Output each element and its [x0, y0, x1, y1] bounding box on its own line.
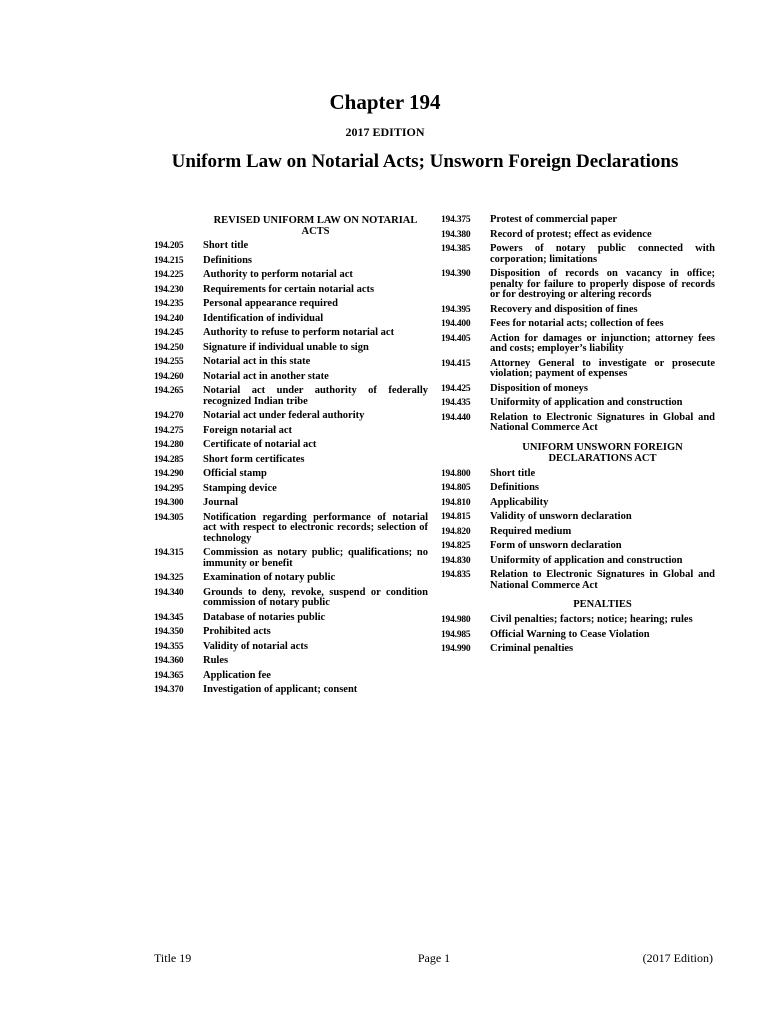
section-number: 194.350	[154, 627, 184, 637]
section-number: 194.820	[441, 526, 471, 537]
toc-entry	[441, 498, 715, 509]
toc-entry	[154, 440, 428, 451]
toc-entry	[154, 548, 428, 569]
toc-entry	[154, 685, 428, 696]
toc-entry	[441, 512, 715, 523]
section-number: 194.250	[154, 342, 184, 353]
section-title: Certificate of notarial act	[203, 439, 317, 450]
toc-entry	[441, 570, 715, 591]
toc-entry	[154, 588, 428, 609]
left-column	[154, 215, 428, 700]
section-title: Powers of notary public connected with corporation; limitations	[490, 243, 715, 265]
section-number: 194.305	[154, 512, 184, 523]
section-number: 194.225	[154, 270, 184, 280]
section-heading-unsworn-foreign-declarations: UNIFORM UNSWORN FOREIGN DECLARATIONS ACT	[522, 441, 683, 464]
toc-entry	[154, 498, 428, 509]
toc-entry	[441, 527, 715, 538]
section-title: Disposition of moneys	[490, 382, 589, 394]
section-number: 194.355	[154, 641, 184, 652]
toc-entry	[154, 357, 428, 368]
section-title: Uniformity of application and construction	[490, 554, 683, 566]
section-number: 194.830	[441, 555, 471, 566]
section-title: Protest of commercial paper	[490, 214, 618, 225]
section-number: 194.395	[441, 304, 471, 315]
section-number: 194.265	[154, 386, 184, 396]
section-title: Journal	[203, 497, 239, 508]
section-number: 194.375	[441, 215, 471, 225]
section-title: Commission as notary public; qualifications; no immunity or benefit	[203, 547, 428, 569]
section-number: 194.275	[154, 425, 184, 436]
section-title: Official stamp	[203, 468, 267, 479]
section-title: Action for damages or injunction; attorney fees and costs; employer’s liability	[490, 332, 715, 354]
toc-entry	[441, 359, 715, 380]
toc-entry	[154, 656, 428, 667]
section-title: Uniformity of application and construction	[490, 397, 683, 408]
section-number: 194.990	[441, 644, 471, 654]
section-number: 194.805	[441, 483, 471, 493]
section-number: 194.260	[154, 371, 184, 382]
toc-entry	[154, 627, 428, 638]
section-title: Applicability	[490, 496, 549, 508]
section-title: Validity of notarial acts	[203, 640, 308, 652]
toc-entry	[441, 398, 715, 409]
section-title: Identification of individual	[203, 312, 324, 324]
section-number: 194.245	[154, 328, 184, 338]
section-title: Definitions	[203, 254, 253, 266]
toc-entry	[441, 384, 715, 395]
section-title: Application fee	[203, 669, 271, 681]
toc-entry	[441, 269, 715, 301]
section-title: Notification regarding performance of notarial act with respect to electronic records; selection of technology	[203, 511, 428, 544]
toc-entry	[441, 413, 715, 434]
footer-page-number: Page 1	[417, 951, 451, 965]
section-title: Official Warning to Cease Violation	[490, 628, 650, 640]
section-title: Notarial act in another state	[203, 370, 329, 382]
section-number: 194.235	[154, 299, 184, 309]
section-number: 194.270	[154, 411, 184, 421]
section-number: 194.215	[154, 255, 184, 266]
toc-entry	[154, 386, 428, 407]
toc-entry	[441, 615, 715, 626]
section-number: 194.345	[154, 612, 184, 623]
toc-entry	[441, 334, 715, 355]
section-title: Notarial act under federal authority	[203, 410, 365, 421]
toc-entry	[154, 513, 428, 545]
section-number: 194.315	[154, 548, 184, 558]
section-number: 194.255	[154, 357, 184, 367]
document-title: Uniform Law on Notarial Acts; Unsworn Foreign Declarations	[171, 151, 679, 172]
section-title: Short form certificates	[203, 453, 305, 465]
left-entries	[154, 241, 428, 696]
section-number: 194.435	[441, 398, 471, 408]
section-number: 194.835	[441, 570, 471, 580]
footer-title: Title 19	[154, 951, 192, 965]
toc-entry	[154, 285, 428, 296]
toc-entry	[441, 483, 715, 494]
section-title: Attorney General to investigate or prosecute violation; payment of expenses	[490, 357, 715, 379]
section-number: 194.400	[441, 319, 471, 329]
section-title: Investigation of applicant; consent	[203, 684, 358, 695]
section-title: Disposition of records on vacancy in office; penalty for failure to properly dispose of records or for destroying or altering records	[490, 268, 715, 300]
section-title: Relation to Electronic Signatures in Global and National Commerce Act	[490, 569, 715, 591]
section-title: Record of protest; effect as evidence	[490, 228, 652, 240]
edition-label: 2017 EDITION	[345, 125, 425, 139]
section-number: 194.230	[154, 284, 184, 295]
toc-entry	[441, 556, 715, 567]
section-title: Authority to refuse to perform notarial act	[203, 327, 395, 338]
section-title: Grounds to deny, revoke, suspend or condition commission of notary public	[203, 586, 428, 608]
section-number: 194.810	[441, 497, 471, 508]
toc-entry	[441, 644, 715, 655]
toc-entry	[154, 642, 428, 653]
footer-edition: (2017 Edition)	[642, 951, 713, 965]
section-number: 194.365	[154, 670, 184, 681]
section-title: Short title	[203, 240, 249, 251]
section-title: Required medium	[490, 525, 572, 537]
section-heading-revised-uniform-law: REVISED UNIFORM LAW ON NOTARIAL ACTS	[213, 215, 418, 237]
toc-entry	[154, 426, 428, 437]
section-number: 194.380	[441, 229, 471, 240]
toc-entry	[154, 241, 428, 252]
section-title: Personal appearance required	[203, 298, 338, 309]
section-number: 194.415	[441, 358, 471, 369]
section-title: Notarial act in this state	[203, 356, 311, 367]
toc-entry	[441, 244, 715, 265]
section-title: Recovery and disposition of fines	[490, 303, 638, 315]
section-title: Relation to Electronic Signatures in Global and National Commerce Act	[490, 411, 715, 433]
toc-entry	[154, 613, 428, 624]
section-number: 194.360	[154, 656, 184, 666]
toc-entry	[441, 319, 715, 330]
toc-entry	[154, 484, 428, 495]
toc-entry	[154, 411, 428, 422]
section-title: Notarial act under authority of federally recognized Indian tribe	[203, 385, 428, 407]
section-title: Stamping device	[203, 482, 277, 494]
section-title: Definitions	[490, 482, 540, 493]
toc-entry	[154, 299, 428, 310]
section-title: Form of unsworn declaration	[490, 540, 622, 551]
toc-entry	[154, 343, 428, 354]
section-number: 194.985	[441, 629, 471, 640]
section-title: Examination of notary public	[203, 572, 336, 583]
section-number: 194.205	[154, 241, 184, 251]
toc-entry	[441, 469, 715, 480]
section-number: 194.825	[441, 541, 471, 551]
toc-entry	[441, 215, 715, 226]
section-number: 194.285	[154, 454, 184, 465]
section-number: 194.280	[154, 440, 184, 450]
section-number: 194.980	[441, 615, 471, 625]
section-title: Authority to perform notarial act	[203, 269, 353, 280]
toc-entry	[154, 455, 428, 466]
section-heading-penalties: PENALTIES	[573, 599, 632, 610]
section-title: Database of notaries public	[203, 611, 326, 623]
section-number: 194.325	[154, 573, 184, 583]
right-entries-c	[441, 615, 715, 655]
toc-entry	[154, 573, 428, 584]
toc-entry	[441, 630, 715, 641]
section-number: 194.295	[154, 483, 184, 494]
section-number: 194.425	[441, 383, 471, 394]
toc-entry	[154, 256, 428, 267]
section-title: Civil penalties; factors; notice; hearing; rules	[490, 614, 693, 625]
section-title: Criminal penalties	[490, 643, 574, 654]
section-number: 194.290	[154, 469, 184, 479]
section-number: 194.300	[154, 498, 184, 508]
section-number: 194.240	[154, 313, 184, 324]
section-title: Rules	[203, 655, 229, 666]
section-title: Prohibited acts	[203, 626, 271, 637]
toc-entry	[154, 671, 428, 682]
toc-entry	[154, 328, 428, 339]
toc-entry	[154, 270, 428, 281]
toc-entry	[441, 230, 715, 241]
section-title: Fees for notarial acts; collection of fees	[490, 318, 664, 329]
chapter-title: Chapter 194	[329, 90, 441, 114]
right-column	[441, 215, 715, 659]
section-title: Signature if individual unable to sign	[203, 341, 369, 353]
toc-entry	[441, 305, 715, 316]
section-title: Foreign notarial act	[203, 424, 293, 436]
section-number: 194.370	[154, 685, 184, 695]
section-number: 194.800	[441, 468, 471, 479]
section-title: Validity of unsworn declaration	[490, 511, 632, 522]
toc-entry	[441, 541, 715, 552]
section-title: Requirements for certain notarial acts	[203, 283, 375, 295]
section-number: 194.385	[441, 244, 471, 254]
section-number: 194.440	[441, 412, 471, 423]
right-entries-a	[441, 215, 715, 434]
section-number: 194.390	[441, 269, 471, 279]
toc-entry	[154, 314, 428, 325]
section-number: 194.340	[154, 587, 184, 598]
section-number: 194.405	[441, 333, 471, 344]
right-entries-b	[441, 469, 715, 592]
toc-entry	[154, 372, 428, 383]
section-title: Short title	[490, 467, 536, 479]
section-number: 194.815	[441, 512, 471, 522]
toc-entry	[154, 469, 428, 480]
